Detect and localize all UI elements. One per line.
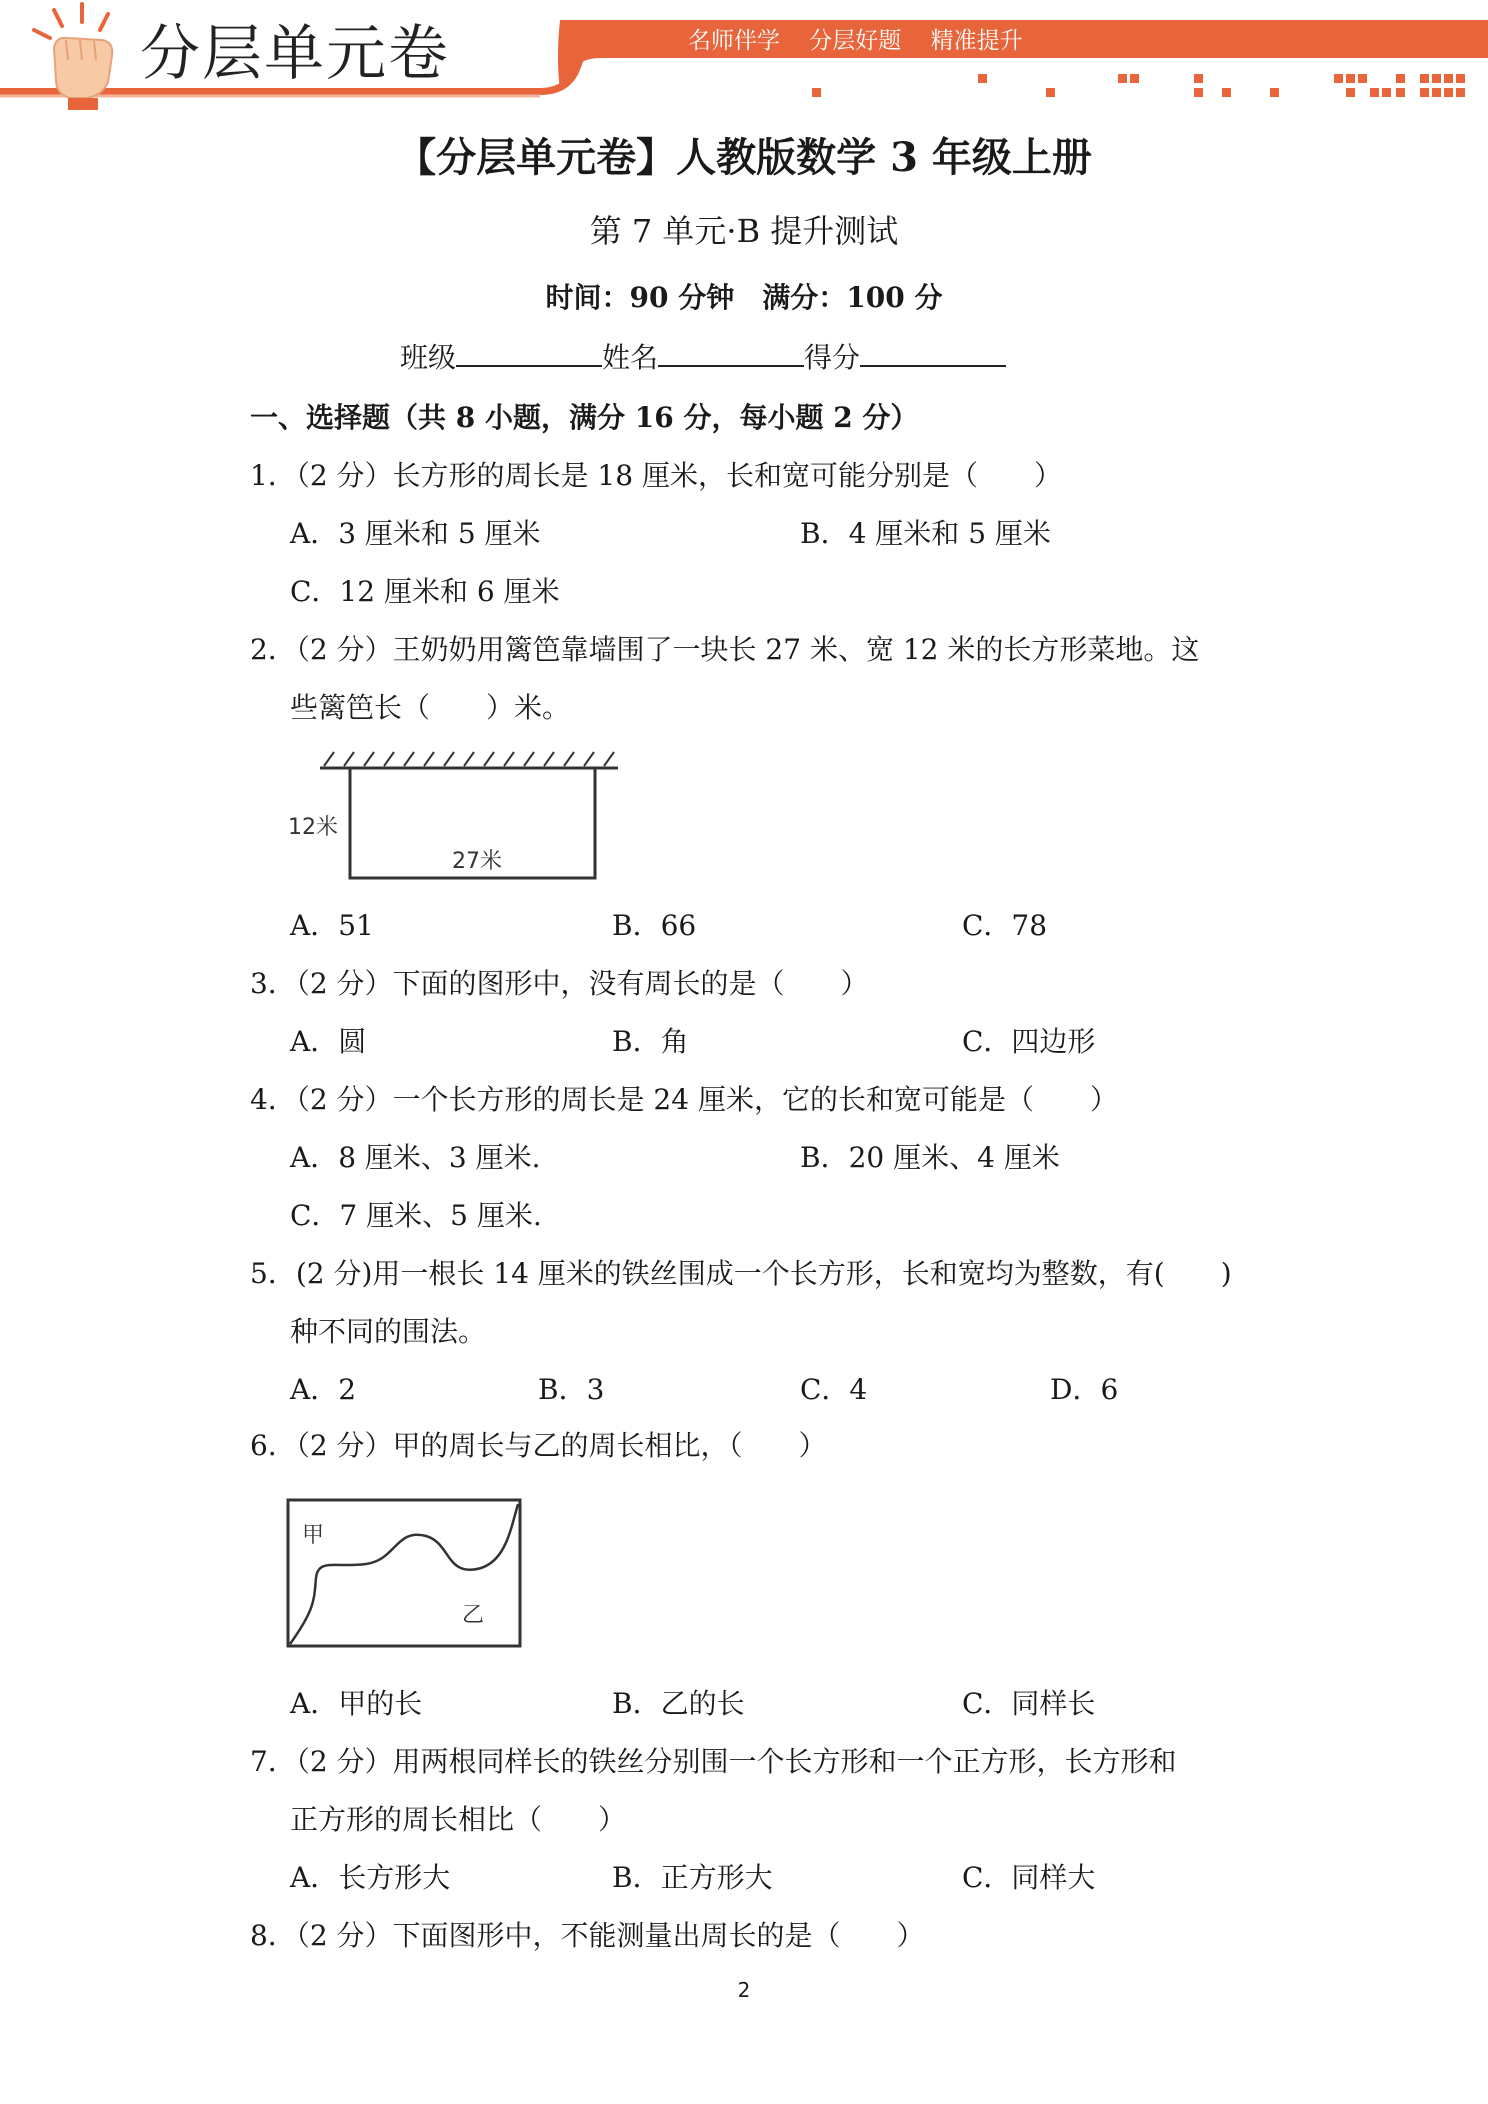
question-2-option-a[interactable]: A．51 bbox=[290, 909, 374, 942]
question-3-option-b[interactable]: B．角 bbox=[612, 1025, 689, 1058]
question-2-option-c[interactable]: C．78 bbox=[962, 909, 1048, 942]
question-3-option-c[interactable]: C．四边形 bbox=[962, 1025, 1096, 1058]
question-7-stem-continued: 正方形的周长相比（ ） bbox=[290, 1803, 627, 1836]
question-8-stem: 8．（2 分）下面图形中，不能测量出周长的是（ ） bbox=[250, 1919, 925, 1952]
fist-logo-icon bbox=[10, 0, 130, 110]
question-2-figure bbox=[280, 742, 620, 892]
question-4-option-b[interactable]: B．20 厘米、4 厘米 bbox=[800, 1141, 1060, 1174]
question-7-option-c[interactable]: C．同样大 bbox=[962, 1861, 1096, 1894]
score-label: 得分 bbox=[804, 341, 861, 374]
question-6-stem: 6．（2 分）甲的周长与乙的周长相比，（ ） bbox=[250, 1429, 827, 1462]
document-title: 【分层单元卷】人教版数学 3 年级上册 bbox=[396, 134, 1092, 181]
question-6-option-a[interactable]: A．甲的长 bbox=[290, 1687, 423, 1720]
figure-jia-label: 甲 bbox=[302, 1523, 325, 1548]
student-info-fields bbox=[400, 336, 1006, 376]
section-heading: 一、选择题（共 8 小题，满分 16 分，每小题 2 分） bbox=[250, 401, 919, 434]
score-blank[interactable] bbox=[860, 339, 1006, 367]
name-label: 姓名 bbox=[602, 341, 659, 374]
question-2-option-b[interactable]: B．66 bbox=[612, 909, 697, 942]
question-4-option-c[interactable]: C．7 厘米、5 厘米. bbox=[290, 1199, 542, 1232]
question-5-option-c[interactable]: C．4 bbox=[800, 1373, 868, 1406]
question-1-option-a[interactable]: A．3 厘米和 5 厘米 bbox=[290, 517, 541, 550]
question-1-option-b[interactable]: B．4 厘米和 5 厘米 bbox=[800, 517, 1051, 550]
question-2-stem-continued: 些篱笆长（ ）米。 bbox=[290, 691, 571, 724]
question-5-option-d[interactable]: D．6 bbox=[1050, 1373, 1119, 1406]
question-3-stem: 3．（2 分）下面的图形中，没有周长的是（ ） bbox=[250, 967, 869, 1000]
question-5-stem-continued: 种不同的围法。 bbox=[290, 1315, 487, 1348]
question-6-figure bbox=[286, 1498, 526, 1652]
header-banner bbox=[0, 0, 1488, 110]
class-label: 班级 bbox=[400, 341, 457, 374]
document-subtitle: 第 7 单元·B 提升测试 bbox=[589, 212, 899, 250]
question-6-option-b[interactable]: B．乙的长 bbox=[612, 1687, 745, 1720]
figure-width-label: 12米 bbox=[288, 815, 338, 840]
question-4-option-a[interactable]: A．8 厘米、3 厘米. bbox=[290, 1141, 541, 1174]
page-number: 2 bbox=[737, 1978, 751, 2002]
question-3-option-a[interactable]: A．圆 bbox=[290, 1025, 367, 1058]
question-4-stem: 4．（2 分）一个长方形的周长是 24 厘米，它的长和宽可能是（ ） bbox=[250, 1083, 1118, 1116]
question-5-option-b[interactable]: B．3 bbox=[538, 1373, 605, 1406]
question-2-stem: 2．（2 分）王奶奶用篱笆靠墙围了一块长 27 米、宽 12 米的长方形菜地。这 bbox=[250, 633, 1200, 666]
exam-meta: 时间：90 分钟 满分：100 分 bbox=[545, 281, 943, 314]
figure-length-label: 27米 bbox=[452, 849, 502, 874]
question-1-stem: 1．（2 分）长方形的周长是 18 厘米，长和宽可能分别是（ ） bbox=[250, 459, 1062, 492]
banner-slogan: 名师伴学 分层好题 精准提升 bbox=[688, 28, 1023, 54]
question-1-option-c[interactable]: C．12 厘米和 6 厘米 bbox=[290, 575, 560, 608]
question-6-option-c[interactable]: C．同样长 bbox=[962, 1687, 1096, 1720]
name-blank[interactable] bbox=[658, 339, 804, 367]
question-7-option-a[interactable]: A．长方形大 bbox=[290, 1861, 451, 1894]
class-blank[interactable] bbox=[456, 339, 602, 367]
banner-title: 分层单元卷 bbox=[140, 19, 450, 89]
question-5-stem: 5．(2 分)用一根长 14 厘米的铁丝围成一个长方形，长和宽均为整数，有( ) bbox=[250, 1257, 1232, 1290]
question-7-stem: 7．（2 分）用两根同样长的铁丝分别围一个长方形和一个正方形，长方形和 bbox=[250, 1745, 1177, 1778]
question-7-option-b[interactable]: B．正方形大 bbox=[612, 1861, 773, 1894]
figure-yi-label: 乙 bbox=[462, 1603, 485, 1628]
question-5-option-a[interactable]: A．2 bbox=[290, 1373, 357, 1406]
